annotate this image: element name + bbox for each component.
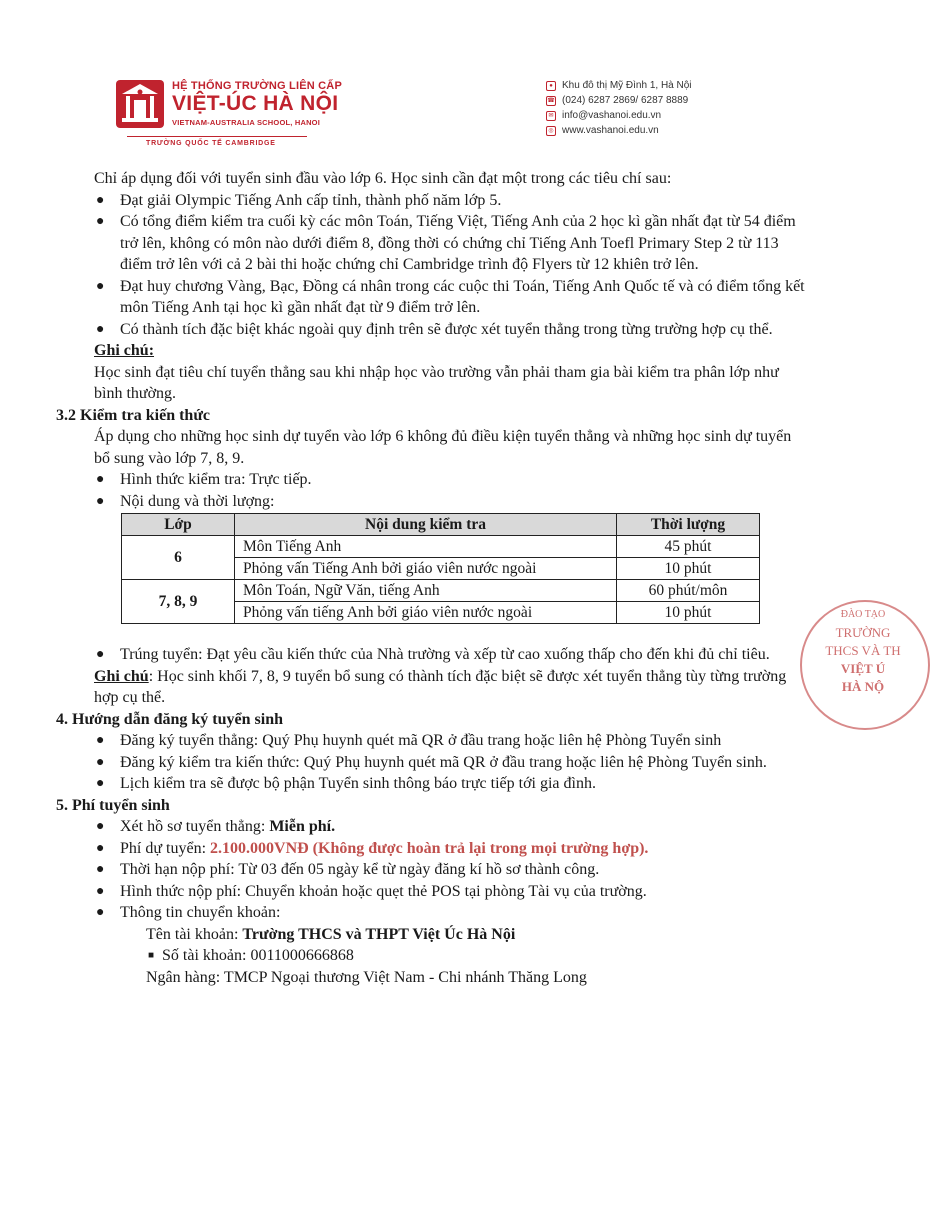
note-2: Ghi chú: Học sinh khối 7, 8, 9 tuyển bổ sung có thành tích đặc biệt sẽ được xét tuyển thẳng tùy từng trường hợp cụ thể. [94, 667, 787, 706]
bullet-icon: ● [96, 883, 105, 899]
website-text[interactable]: www.vashanoi.edu.vn [562, 125, 659, 136]
fee-item: ● Phí dự tuyển: 2.100.000VNĐ (Không được hoàn trả lại trong mọi trường hợp). [66, 838, 808, 860]
school-name: VIỆT-ÚC HÀ NỘI [172, 92, 339, 115]
bullet-icon: ● [96, 905, 105, 920]
table-row [122, 580, 760, 602]
fee-item: ● Thông tin chuyển khoản: [66, 902, 808, 924]
duration-cell: 10 phút [617, 602, 760, 624]
school-tagline: TRƯỜNG QUỐC TẾ CAMBRIDGE [146, 140, 276, 147]
location-icon: ● [546, 81, 556, 91]
content-cell: Phỏng vấn Tiếng Anh bởi giáo viên nước ngoài [235, 558, 617, 580]
section-3-2-title: 3.2 Kiểm tra kiến thức [56, 406, 211, 424]
web-icon: ◎ [546, 126, 556, 136]
criteria-item: ● Đạt huy chương Vàng, Bạc, Đồng cá nhân trong các cuộc thi Toán, Tiếng Anh Quốc tế và có điểm tổng kết môn Tiếng Anh tại học kì gần nhất đạt từ 9 điểm trở lên. [96, 277, 805, 316]
bullet-icon: ● [96, 321, 105, 337]
fee-item: ● Xét hồ sơ tuyển thẳng: Miễn phí. [66, 816, 808, 838]
bank-name: Ngân hàng: TMCP Ngoại thương Việt Nam - Chi nhánh Thăng Long [146, 968, 587, 986]
school-name-block [172, 80, 342, 127]
duration-cell: 45 phút [617, 536, 760, 558]
grade-cell: 7, 8, 9 [122, 580, 235, 624]
content-cell: Phỏng vấn tiếng Anh bởi giáo viên nước ngoài [235, 602, 617, 624]
duration-cell: 10 phút [617, 558, 760, 580]
section-3-2-intro: Áp dụng cho những học sinh dự tuyển vào lớp 6 không đủ điều kiện tuyển thẳng và những học sinh dự tuyển bổ sung vào lớp 7, 8, 9. [94, 428, 792, 467]
contact-info [546, 78, 692, 138]
bullet-icon: ● [96, 192, 105, 208]
bullet-icon: ● [96, 776, 105, 791]
bullet-icon: ● [96, 647, 105, 662]
header-duration: Thời lượng [617, 514, 760, 536]
fee-item: ● Thời hạn nộp phí: Từ 03 đến 05 ngày kể từ ngày đăng kí hồ sơ thành công. [66, 859, 808, 881]
exam-content-item: ● Nội dung và thời lượng: [66, 491, 808, 513]
section-4-title: 4. Hướng dẫn đăng ký tuyển sinh [56, 710, 283, 728]
criteria-item: ● Đạt giải Olympic Tiếng Anh cấp tỉnh, thành phố năm lớp 5. [66, 190, 808, 212]
bullet-icon: ● [96, 472, 105, 487]
header-grade: Lớp [122, 514, 235, 536]
note-text: Học sinh đạt tiêu chí tuyển thẳng sau khi nhập học vào trường vẫn phải tham gia bài kiểm tra phân lớp như bình thường. [94, 363, 779, 402]
document-body [56, 168, 808, 988]
bullet-icon: ● [96, 278, 105, 294]
bullet-icon: ● [96, 493, 105, 509]
criteria-item: ● Có thành tích đặc biệt khác ngoài quy định trên sẽ được xét tuyển thẳng trong từng trường hợp cụ thể. [66, 319, 808, 341]
note-label: Ghi chú: [94, 342, 155, 359]
intro-paragraph: Chỉ áp dụng đối với tuyển sinh đầu vào lớp 6. Học sinh cần đạt một trong các tiêu chí sau: [94, 170, 672, 187]
bullet-icon: ● [96, 819, 105, 834]
fee-item: ● Hình thức nộp phí: Chuyển khoản hoặc quẹt thẻ POS tại phòng Tài vụ của trường. [66, 881, 808, 903]
school-system-label: HỆ THỐNG TRƯỜNG LIÊN CẤP [172, 80, 342, 92]
criteria-item: ● Có tổng điểm kiểm tra cuối kỳ các môn Toán, Tiếng Việt, Tiếng Anh của 2 học kì gần nhất đạt từ 54 điểm trở lên, không có môn nào dưới điểm 8, đồng thời có chứng chỉ Tiếng Anh Toefl Primary Step 2 từ 113 điểm trở lên với cả 2 bài thi hoặc chứng chỉ Cambridge trình độ Flyers từ 12 khiên trở lên. [96, 213, 796, 273]
bullet-icon: ● [96, 733, 105, 748]
registration-item: ● Đăng ký tuyển thẳng: Quý Phụ huynh quét mã QR ở đầu trang hoặc liên hệ Phòng Tuyển sinh [66, 730, 808, 752]
bullet-icon: ● [96, 840, 105, 856]
school-logo-icon [114, 78, 166, 130]
square-bullet-icon: ■ [148, 950, 155, 961]
phone-text: (024) 6287 2869/ 6287 8889 [562, 95, 689, 106]
contact-web [546, 123, 692, 138]
account-name: Tên tài khoản: Trường THCS và THPT Việt Úc Hà Nội [146, 925, 516, 943]
result-item: ● Trúng tuyển: Đạt yêu cầu kiến thức của Nhà trường và xếp từ cao xuống thấp cho đến khi đủ chỉ tiêu. [66, 644, 808, 666]
registration-item: ● Đăng ký kiểm tra kiến thức: Quý Phụ huynh quét mã QR ở đầu trang hoặc liên hệ Phòng Tuyển sinh. [66, 752, 808, 774]
table-row [122, 536, 760, 558]
letterhead [0, 0, 870, 160]
bullet-icon: ● [96, 214, 105, 229]
table-header-row [122, 514, 760, 536]
exam-format-item: ● Hình thức kiểm tra: Trực tiếp. [66, 469, 808, 491]
bullet-icon: ● [96, 862, 105, 877]
contact-email [546, 108, 692, 123]
exam-table [121, 513, 760, 624]
school-english-name: VIETNAM-AUSTRALIA SCHOOL, HANOI [172, 118, 321, 127]
duration-cell: 60 phút/môn [617, 580, 760, 602]
address-text: Khu đô thị Mỹ Đình 1, Hà Nội [562, 80, 692, 91]
email-text[interactable]: info@vashanoi.edu.vn [562, 110, 662, 121]
bullet-icon: ● [96, 754, 105, 770]
registration-item: ● Lịch kiểm tra sẽ được bộ phận Tuyển sinh thông báo trực tiếp tới gia đình. [66, 773, 808, 795]
contact-phone [546, 93, 692, 108]
phone-icon: ☎ [547, 97, 555, 104]
logo-divider [127, 136, 307, 137]
section-5-title: 5. Phí tuyển sinh [56, 796, 170, 814]
stamp-text: ĐÀO TẠO TRƯỜNG THCS VÀ TH VIỆT Ú HÀ NỘ [825, 609, 901, 694]
content-cell: Môn Toán, Ngữ Văn, tiếng Anh [235, 580, 617, 602]
content-cell: Môn Tiếng Anh [235, 536, 617, 558]
contact-address [546, 78, 692, 93]
header-content: Nội dung kiểm tra [235, 514, 617, 536]
grade-cell: 6 [122, 536, 235, 580]
email-icon: ✉ [546, 111, 556, 121]
account-number: ■ Số tài khoản: 0011000666868 [66, 945, 808, 967]
